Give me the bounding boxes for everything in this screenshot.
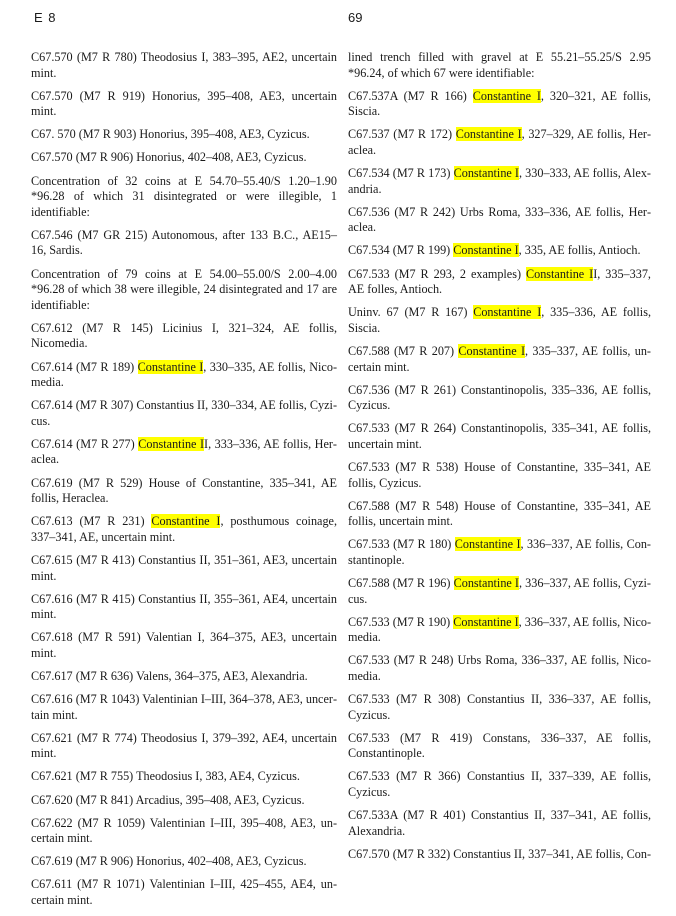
catalog-entry: [348, 537, 651, 568]
highlighted-term: Constantine I: [472, 88, 541, 103]
entry-text: I, 333–336, AE follis, Heraclea.: [31, 436, 337, 467]
highlighted-term: Constantine I: [453, 576, 519, 591]
catalog-entry: [31, 127, 337, 143]
catalog-entry: [348, 50, 651, 81]
catalog-entry: [348, 243, 651, 259]
entry-text: C67. 570 (M7 R 903) Honorius, 395–408, AE3, Cyzicus.: [31, 127, 310, 142]
entry-text: C67.619 (M7 R 906) Honorius, 402–408, AE3, Cyzicus.: [31, 854, 307, 869]
catalog-entry: [31, 321, 337, 352]
right-column: [348, 50, 651, 870]
catalog-entry: [31, 793, 337, 809]
page-number: 69: [348, 10, 363, 25]
highlighted-term: Constantine I: [151, 514, 221, 529]
catalog-entry: [348, 460, 651, 491]
highlighted-term: Constantine I: [455, 127, 522, 142]
entry-text: C67.533A (M7 R 401) Constantius II, 337–341, AE follis, Alexandria.: [348, 808, 651, 838]
entry-text: C67.616 (M7 R 415) Constantius II, 355–361, AE4, uncertain mint.: [31, 591, 337, 622]
catalog-entry: [31, 360, 337, 391]
entry-text: C67.536 (M7 R 242) Urbs Roma, 333–336, AE follis, Heraclea.: [348, 204, 651, 235]
entry-text: C67.533 (M7 R 248) Urbs Roma, 336–337, AE follis, Nicomedia.: [348, 653, 651, 683]
entry-text: C67.616 (M7 R 1043) Valentinian I–III, 364–378, AE3, uncertain mint.: [31, 692, 337, 722]
entry-text: , 320–321, AE follis, Siscia.: [348, 88, 651, 119]
entry-text: C67.536 (M7 R 261) Constantinopolis, 335–336, AE follis, Cyzicus.: [348, 382, 651, 413]
catalog-entry: [31, 174, 337, 221]
highlighted-term: Constantine I: [138, 436, 205, 451]
entry-text: C67.614 (M7 R 277): [31, 436, 139, 451]
entry-text: C67.533 (M7 R 366) Constantius II, 337–339, AE follis, Cyzicus.: [348, 769, 651, 800]
entry-text: C67.570 (M7 R 780) Theodosius I, 383–395, AE2, uncertain mint.: [31, 50, 337, 80]
catalog-entry: [31, 150, 337, 166]
entry-text: C67.611 (M7 R 1071) Valentinian I–III, 425–455, AE4, uncertain mint.: [31, 877, 337, 908]
highlighted-term: Constantine I: [454, 537, 521, 552]
entry-text: C67.533 (M7 R 538) House of Constantine, 335–341, AE follis, Cyzicus.: [348, 459, 651, 490]
entry-text: C67.614 (M7 R 307) Constantius II, 330–334, AE follis, Cyzicus.: [31, 398, 337, 428]
entry-text: C67.588 (M7 R 196): [348, 576, 454, 591]
entry-text: C67.537 (M7 R 172): [348, 127, 456, 142]
entry-text: C67.546 (M7 GR 215) Autonomous, after 133 B.C., AE15–16, Sardis.: [31, 227, 337, 258]
entry-text: C67.620 (M7 R 841) Arcadius, 395–408, AE3, Cyzicus.: [31, 792, 305, 807]
entry-text: , 336–337, AE follis, Nicomedia.: [348, 614, 652, 645]
highlighted-term: Constantine I: [458, 343, 526, 358]
catalog-entry: [31, 228, 337, 259]
entry-text: , 330–333, AE follis, Alexandria.: [348, 166, 651, 196]
entry-text: , 330–335, AE follis, Nicomedia.: [31, 359, 337, 390]
entry-text: Concentration of 79 coins at E 54.00–55.00/S 2.00–4.00 *96.28 of which 38 were illegible, 24 disintegrated and 17 are identifiable:: [31, 266, 337, 312]
catalog-entry: [348, 731, 651, 762]
entry-text: C67.622 (M7 R 1059) Valentinian I–III, 395–408, AE3, uncertain mint.: [31, 815, 337, 846]
entry-text: C67.617 (M7 R 636) Valens, 364–375, AE3, Alexandria.: [31, 669, 308, 683]
catalog-entry: [31, 630, 337, 661]
entry-text: C67.588 (M7 R 548) House of Constantine, 335–341, AE follis, uncertain mint.: [348, 498, 651, 529]
catalog-entry: [348, 89, 651, 120]
entry-text: , 335–337, AE follis, uncertain mint.: [348, 343, 651, 374]
entry-text: C67.534 (M7 R 173): [348, 166, 454, 181]
entry-text: C67.619 (M7 R 529) House of Constantine, 335–341, AE follis, Heraclea.: [31, 475, 337, 506]
catalog-entry: [348, 205, 651, 236]
entry-text: , 335–336, AE follis, Siscia.: [348, 305, 651, 335]
entry-text: C67.537A (M7 R 166): [348, 88, 473, 103]
entry-text: C67.615 (M7 R 413) Constantius II, 351–361, AE3, uncertain mint.: [31, 552, 337, 583]
catalog-entry: [348, 127, 651, 158]
entry-text: Concentration of 32 coins at E 54.70–55.40/S 1.20–1.90 *96.28 of which 31 disintegrated or were illegible, 1 identifiable:: [31, 173, 337, 219]
entry-text: lined trench filled with gravel at E 55.21–55.25/S 2.95 *96.24, of which 67 were identifiable:: [348, 50, 651, 80]
highlighted-term: Constantine I: [453, 614, 519, 629]
entry-text: C67.613 (M7 R 231): [31, 514, 152, 529]
highlighted-term: Constantine I: [453, 243, 519, 258]
catalog-entry: [31, 437, 337, 468]
left-column: [31, 50, 337, 916]
highlighted-term: Constantine I: [137, 359, 204, 374]
catalog-entry: [31, 877, 337, 908]
entry-text: C67.534 (M7 R 199): [348, 243, 454, 258]
catalog-entry: [348, 692, 651, 723]
catalog-entry: [348, 653, 651, 684]
catalog-entry: [31, 553, 337, 584]
catalog-entry: [348, 576, 651, 607]
entry-text: , posthumous coinage, 337–341, AE, uncertain mint.: [31, 514, 337, 544]
catalog-entry: [348, 267, 651, 298]
catalog-entry: [31, 854, 337, 870]
catalog-entry: [348, 305, 651, 336]
catalog-entry: [31, 398, 337, 429]
catalog-entry: [31, 669, 337, 685]
catalog-entry: [31, 476, 337, 507]
catalog-entry: [348, 421, 651, 452]
catalog-entry: [31, 50, 337, 81]
catalog-entry: [31, 592, 337, 623]
highlighted-term: Constantine I: [453, 166, 519, 181]
highlighted-term: Constantine I: [473, 305, 542, 320]
catalog-entry: [31, 816, 337, 847]
entry-text: Uninv. 67 (M7 R 167): [348, 305, 474, 320]
entry-text: C67.533 (M7 R 308) Constantius II, 336–337, AE follis, Cyzicus.: [348, 692, 651, 722]
catalog-entry: [348, 847, 651, 863]
catalog-entry: [348, 499, 651, 530]
entry-text: , 335, AE follis, Antioch.: [518, 243, 641, 258]
entry-text: C67.533 (M7 R 264) Constantinopolis, 335–341, AE follis, uncertain mint.: [348, 421, 651, 451]
catalog-entry: [31, 731, 337, 762]
catalog-entry: [31, 267, 337, 314]
catalog-entry: [31, 692, 337, 723]
catalog-entry: [348, 383, 651, 414]
entry-text: C67.621 (M7 R 755) Theodosius I, 383, AE4, Cyzicus.: [31, 769, 300, 784]
entry-text: C67.533 (M7 R 419) Constans, 336–337, AE follis, Constantinople.: [348, 730, 651, 761]
entry-text: , 327–329, AE follis, Heraclea.: [348, 127, 651, 157]
entry-text: C67.588 (M7 R 207): [348, 343, 459, 358]
catalog-entry: [31, 89, 337, 120]
entry-text: C67.570 (M7 R 332) Constantius II, 337–341, AE follis, Con-: [348, 846, 651, 861]
catalog-entry: [348, 615, 651, 646]
entry-text: , 336–337, AE follis, Cyzicus.: [348, 576, 651, 606]
catalog-entry: [348, 769, 651, 800]
section-label: E 8: [34, 10, 57, 25]
entry-text: , 336–337, AE follis, Constantinople.: [348, 537, 651, 567]
catalog-entry: [31, 769, 337, 785]
entry-text: C67.570 (M7 R 919) Honorius, 395–408, AE3, uncertain mint.: [31, 88, 337, 119]
entry-text: C67.533 (M7 R 293, 2 examples): [348, 266, 526, 281]
entry-text: C67.618 (M7 R 591) Valentian I, 364–375, AE3, uncertain mint.: [31, 630, 337, 660]
catalog-entry: [348, 344, 651, 375]
entry-text: C67.612 (M7 R 145) Licinius I, 321–324, AE follis, Nicomedia.: [31, 320, 337, 351]
page-header: [0, 6, 676, 28]
entry-text: C67.570 (M7 R 906) Honorius, 402–408, AE3, Cyzicus.: [31, 150, 307, 165]
entry-text: C67.621 (M7 R 774) Theodosius I, 379–392, AE4, uncertain mint.: [31, 730, 337, 761]
entry-text: I, 335–337, AE folles, Antioch.: [348, 266, 651, 297]
catalog-entry: [348, 166, 651, 197]
entry-text: C67.614 (M7 R 189): [31, 359, 138, 374]
highlighted-term: Constantine I: [525, 266, 594, 281]
catalog-entry: [31, 514, 337, 545]
entry-text: C67.533 (M7 R 190): [348, 614, 454, 629]
entry-text: C67.533 (M7 R 180): [348, 537, 455, 552]
